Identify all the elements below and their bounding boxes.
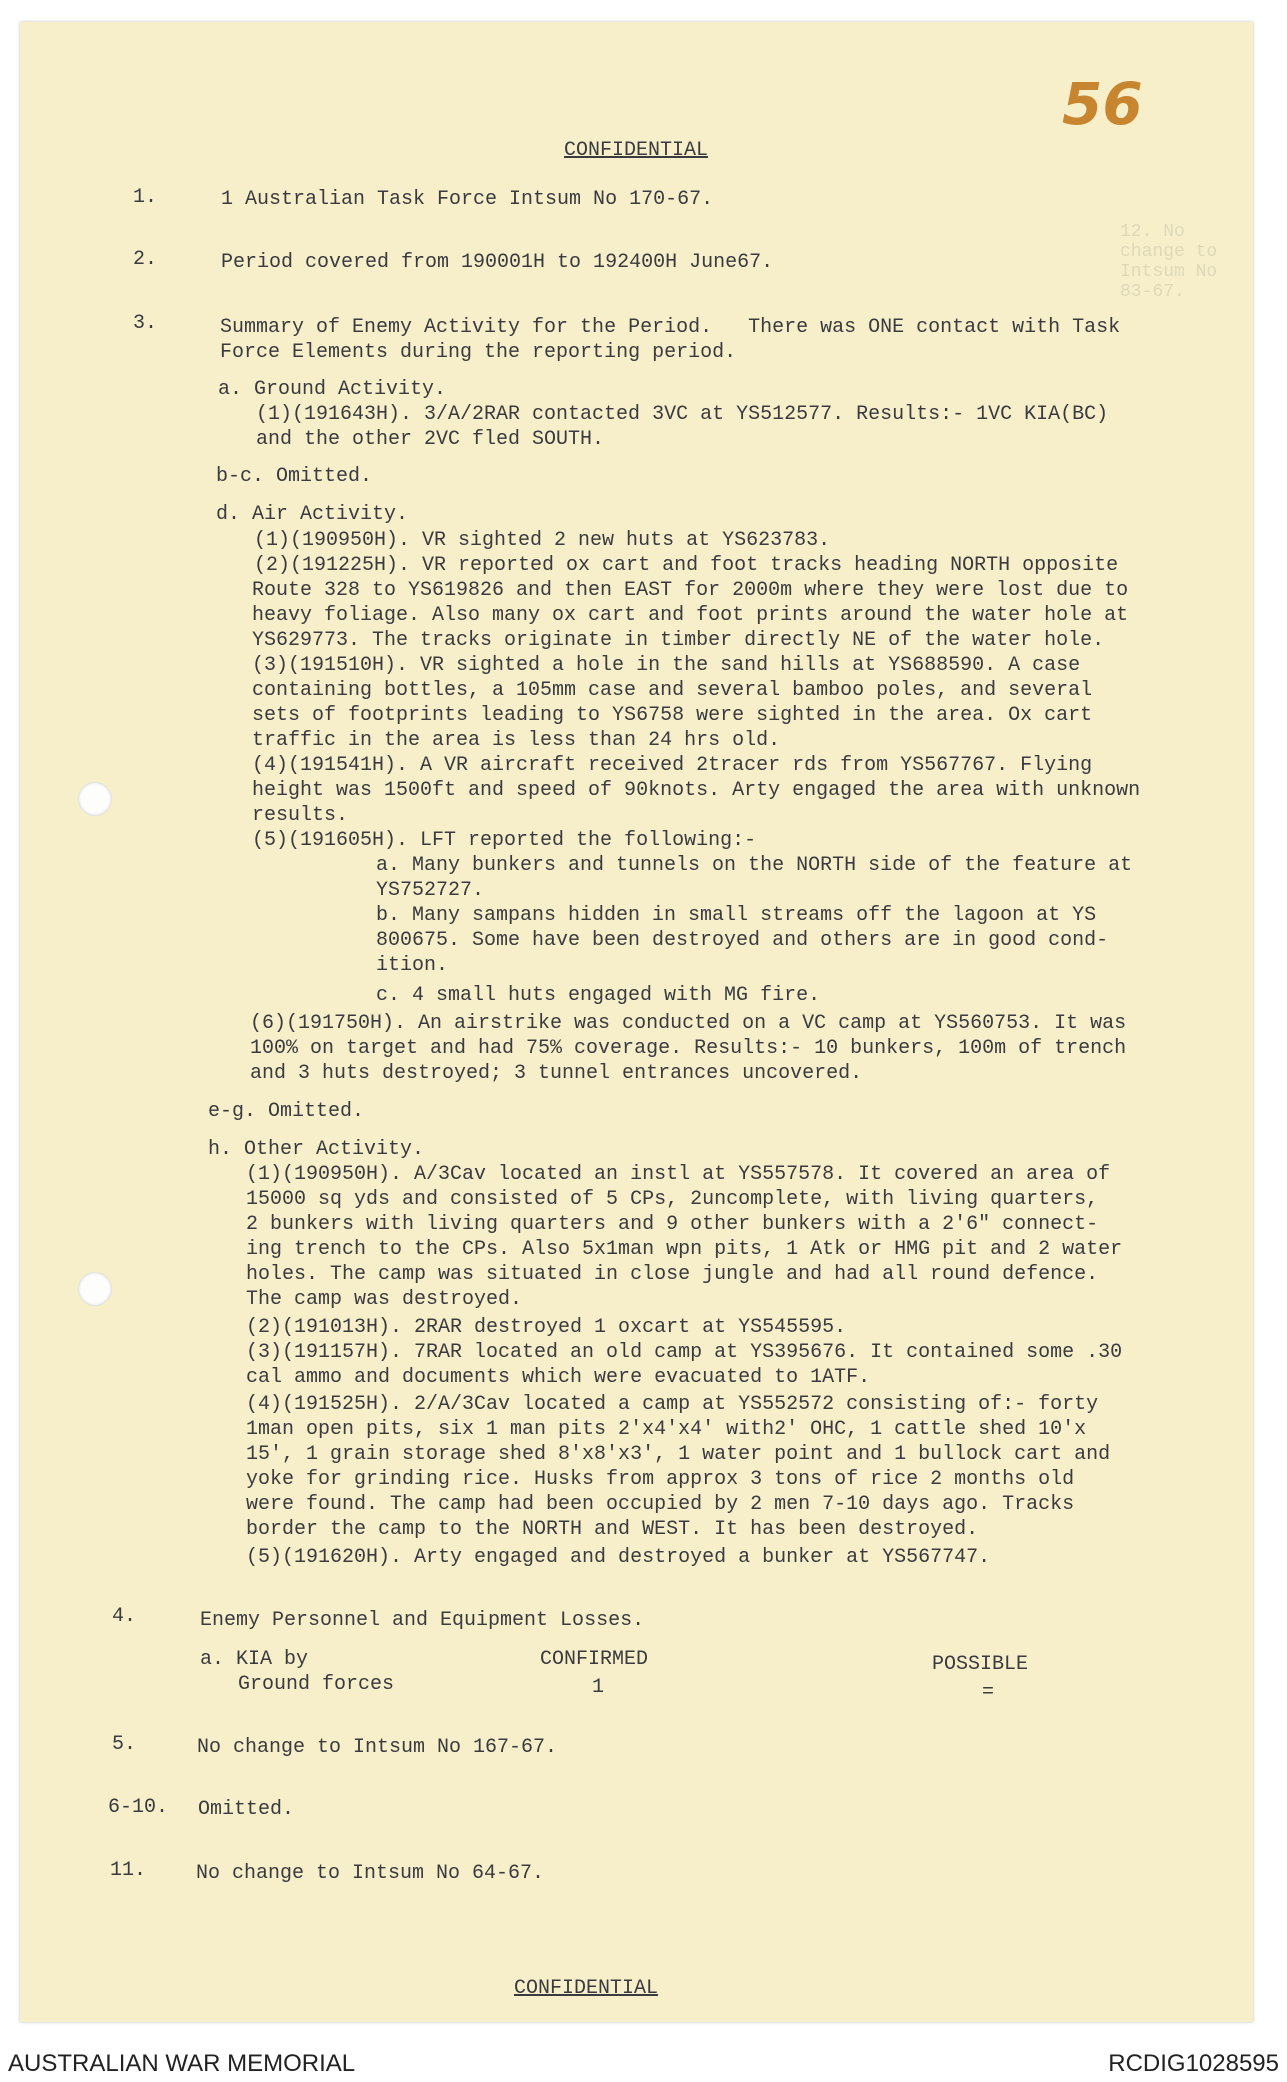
punch-hole — [78, 782, 112, 816]
air-activity-line: (1)(190950H). VR sighted 2 new huts at YS623783. — [254, 529, 831, 552]
lft-report-line: YS752727. — [376, 879, 485, 902]
other-activity-line: 15000 sq yds and consisted of 5 CPs, 2uncomplete, with living quarters, — [246, 1188, 1099, 1211]
item-text: Period covered from 190001H to 192400H June67. — [221, 251, 774, 274]
item-text: No change to Intsum No 167-67. — [197, 1736, 558, 1759]
item-text: No change to Intsum No 64-67. — [196, 1862, 545, 1885]
item-number: 4. — [112, 1605, 137, 1628]
air-activity-line: and 3 huts destroyed; 3 tunnel entrances uncovered. — [250, 1062, 863, 1085]
air-activity-line: results. — [252, 804, 349, 827]
lft-report-line: ition. — [376, 954, 449, 977]
item-number: 11. — [110, 1859, 147, 1882]
kia-sublabel: Ground forces — [238, 1673, 395, 1696]
other-activity-line: 2 bunkers with living quarters and 9 other bunkers with a 2'6" connect- — [246, 1213, 1099, 1236]
air-activity-line: YS629773. The tracks originate in timber directly NE of the water hole. — [252, 629, 1105, 652]
other-activity-line: holes. The camp was situated in close jungle and had all round defence. — [246, 1263, 1099, 1286]
other-activity-line: (4)(191525H). 2/A/3Cav located a camp at YS552572 consisting of:- forty — [246, 1393, 1099, 1416]
other-activity-line: 1man open pits, six 1 man pits 2'x4'x4' with2' OHC, 1 cattle shed 10'x — [246, 1418, 1087, 1441]
air-activity-line: (4)(191541H). A VR aircraft received 2tracer rds from YS567767. Flying — [252, 754, 1093, 777]
kia-label: a. KIA by — [200, 1648, 309, 1671]
possible-value: = — [982, 1681, 995, 1704]
item-number: 3. — [133, 312, 158, 335]
air-activity-line: containing bottles, a 105mm case and several bamboo poles, and several — [252, 679, 1093, 702]
confirmed-value: 1 — [592, 1676, 605, 1699]
punch-hole — [78, 1272, 112, 1306]
other-activity-line: (3)(191157H). 7RAR located an old camp at YS395676. It contained some .30 — [246, 1341, 1123, 1364]
item-text: Omitted. — [198, 1798, 295, 1821]
air-activity-line: sets of footprints leading to YS6758 were sighted in the area. Ox cart — [252, 704, 1093, 727]
archive-reference: RCDIG1028595 — [1108, 2050, 1279, 2077]
item-text: 1 Australian Task Force Intsum No 170-67. — [221, 188, 714, 211]
air-activity-line: (2)(191225H). VR reported ox cart and foot tracks heading NORTH opposite — [254, 554, 1119, 577]
item-number: 6-10. — [108, 1796, 169, 1819]
other-activity-line: were found. The camp had been occupied by 2 men 7-10 days ago. Tracks — [246, 1493, 1075, 1516]
archive-credit: AUSTRALIAN WAR MEMORIAL — [8, 2050, 356, 2077]
page-number: 56 — [1062, 70, 1143, 138]
omitted-line: b-c. Omitted. — [216, 465, 373, 488]
air-activity-line: heavy foliage. Also many ox cart and foot prints around the water hole at — [252, 604, 1129, 627]
lft-report-line: b. Many sampans hidden in small streams off the lagoon at YS — [376, 904, 1097, 927]
other-activity-heading: h. Other Activity. — [208, 1138, 425, 1161]
air-activity-line: traffic in the area is less than 24 hrs old. — [252, 729, 781, 752]
air-activity-line: (6)(191750H). An airstrike was conducted on a VC camp at YS560753. It was — [250, 1012, 1127, 1035]
other-activity-line: 15', 1 grain storage shed 8'x8'x3', 1 water point and 1 bullock cart and — [246, 1443, 1111, 1466]
confirmed-label: CONFIRMED — [540, 1648, 649, 1671]
other-activity-line: The camp was destroyed. — [246, 1288, 523, 1311]
omitted-line: e-g. Omitted. — [208, 1100, 365, 1123]
losses-heading: Enemy Personnel and Equipment Losses. — [200, 1609, 645, 1632]
bleed-through-text: 12. No change to Intsum No 83-67. — [1120, 222, 1218, 302]
air-activity-line: (5)(191605H). LFT reported the following:- — [252, 829, 757, 852]
lft-report-line: a. Many bunkers and tunnels on the NORTH side of the feature at — [376, 854, 1133, 877]
other-activity-line: (1)(190950H). A/3Cav located an instl at YS557578. It covered an area of — [246, 1163, 1111, 1186]
item-text: Summary of Enemy Activity for the Period. There was ONE contact with Task — [220, 316, 1121, 339]
item-number: 1. — [133, 186, 158, 209]
possible-label: POSSIBLE — [932, 1653, 1029, 1676]
air-activity-line: Route 328 to YS619826 and then EAST for 2000m where they were lost due to — [252, 579, 1129, 602]
ground-activity-line: and the other 2VC fled SOUTH. — [256, 428, 605, 451]
ground-activity-line: (1)(191643H). 3/A/2RAR contacted 3VC at YS512577. Results:- 1VC KIA(BC) — [256, 403, 1109, 426]
lft-report-line: c. 4 small huts engaged with MG fire. — [376, 984, 821, 1007]
air-activity-line: (3)(191510H). VR sighted a hole in the sand hills at YS688590. A case — [252, 654, 1081, 677]
other-activity-line: (5)(191620H). Arty engaged and destroyed a bunker at YS567747. — [246, 1546, 991, 1569]
footer-classification: CONFIDENTIAL — [514, 1977, 659, 2000]
other-activity-line: border the camp to the NORTH and WEST. It has been destroyed. — [246, 1518, 979, 1541]
other-activity-line: (2)(191013H). 2RAR destroyed 1 oxcart at YS545595. — [246, 1316, 847, 1339]
item-number: 5. — [112, 1733, 137, 1756]
header-classification: CONFIDENTIAL — [564, 139, 709, 162]
other-activity-line: yoke for grinding rice. Husks from approx 3 tons of rice 2 months old — [246, 1468, 1075, 1491]
item-number: 2. — [133, 248, 158, 271]
item-text: Force Elements during the reporting period. — [220, 341, 737, 364]
air-activity-line: 100% on target and had 75% coverage. Results:- 10 bunkers, 100m of trench — [250, 1037, 1127, 1060]
air-activity-heading: d. Air Activity. — [216, 503, 409, 526]
other-activity-line: ing trench to the CPs. Also 5x1man wpn pits, 1 Atk or HMG pit and 2 water — [246, 1238, 1123, 1261]
other-activity-line: cal ammo and documents which were evacuated to 1ATF. — [246, 1366, 871, 1389]
lft-report-line: 800675. Some have been destroyed and others are in good cond- — [376, 929, 1109, 952]
air-activity-line: height was 1500ft and speed of 90knots. Arty engaged the area with unknown — [252, 779, 1141, 802]
ground-activity-heading: a. Ground Activity. — [218, 378, 447, 401]
